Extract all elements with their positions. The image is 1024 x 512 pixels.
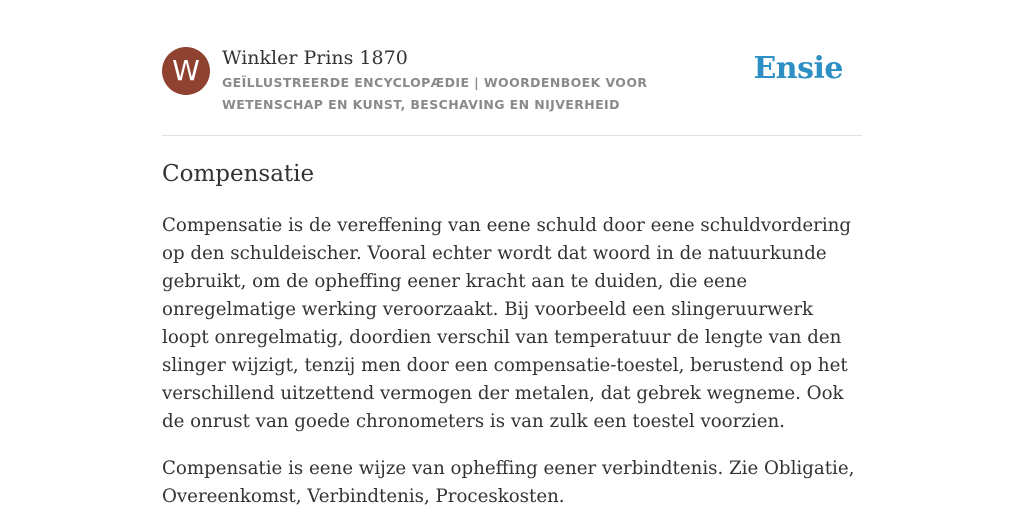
- source-avatar[interactable]: W: [162, 47, 210, 95]
- entry-title: Compensatie: [162, 161, 315, 187]
- entry-paragraph: Compensatie is eene wijze van opheffing eener verbindtenis. Zie Obligatie, Overeenkomst, Verbindtenis, Proceskosten.: [162, 458, 855, 507]
- source-subtitle: GEÏLLUSTREERDE ENCYCLOPÆDIE | WOORDENBOEK VOOR WETENSCHAP EN KUNST, BESCHAVING EN NIJVERHEID: [222, 75, 648, 112]
- source-title[interactable]: Winkler Prins 1870: [222, 47, 408, 69]
- header-divider: [162, 135, 862, 136]
- ensie-logo[interactable]: Ensie: [753, 51, 843, 86]
- entry-body: [162, 212, 864, 512]
- entry-paragraph: Compensatie is de vereffening van eene schuld door eene schuldvordering op den schuldeischer. Vooral echter wordt dat woord in de natuurkunde gebruikt, om de opheffing eener kracht aan te duiden, die eene onregelmatige werking veroorzaakt. Bij voorbeeld een slingeruurwerk loopt onregelmatig, doordien verschil van temperatuur de lengte van den slinger wijzigt, tenzij men door een compensatie-toestel, berustend op het verschillend uitzettend vermogen der metalen, dat gebrek wegneme. Ook de onrust van goede chronometers is van zulk een toestel voorzien.: [162, 215, 852, 432]
